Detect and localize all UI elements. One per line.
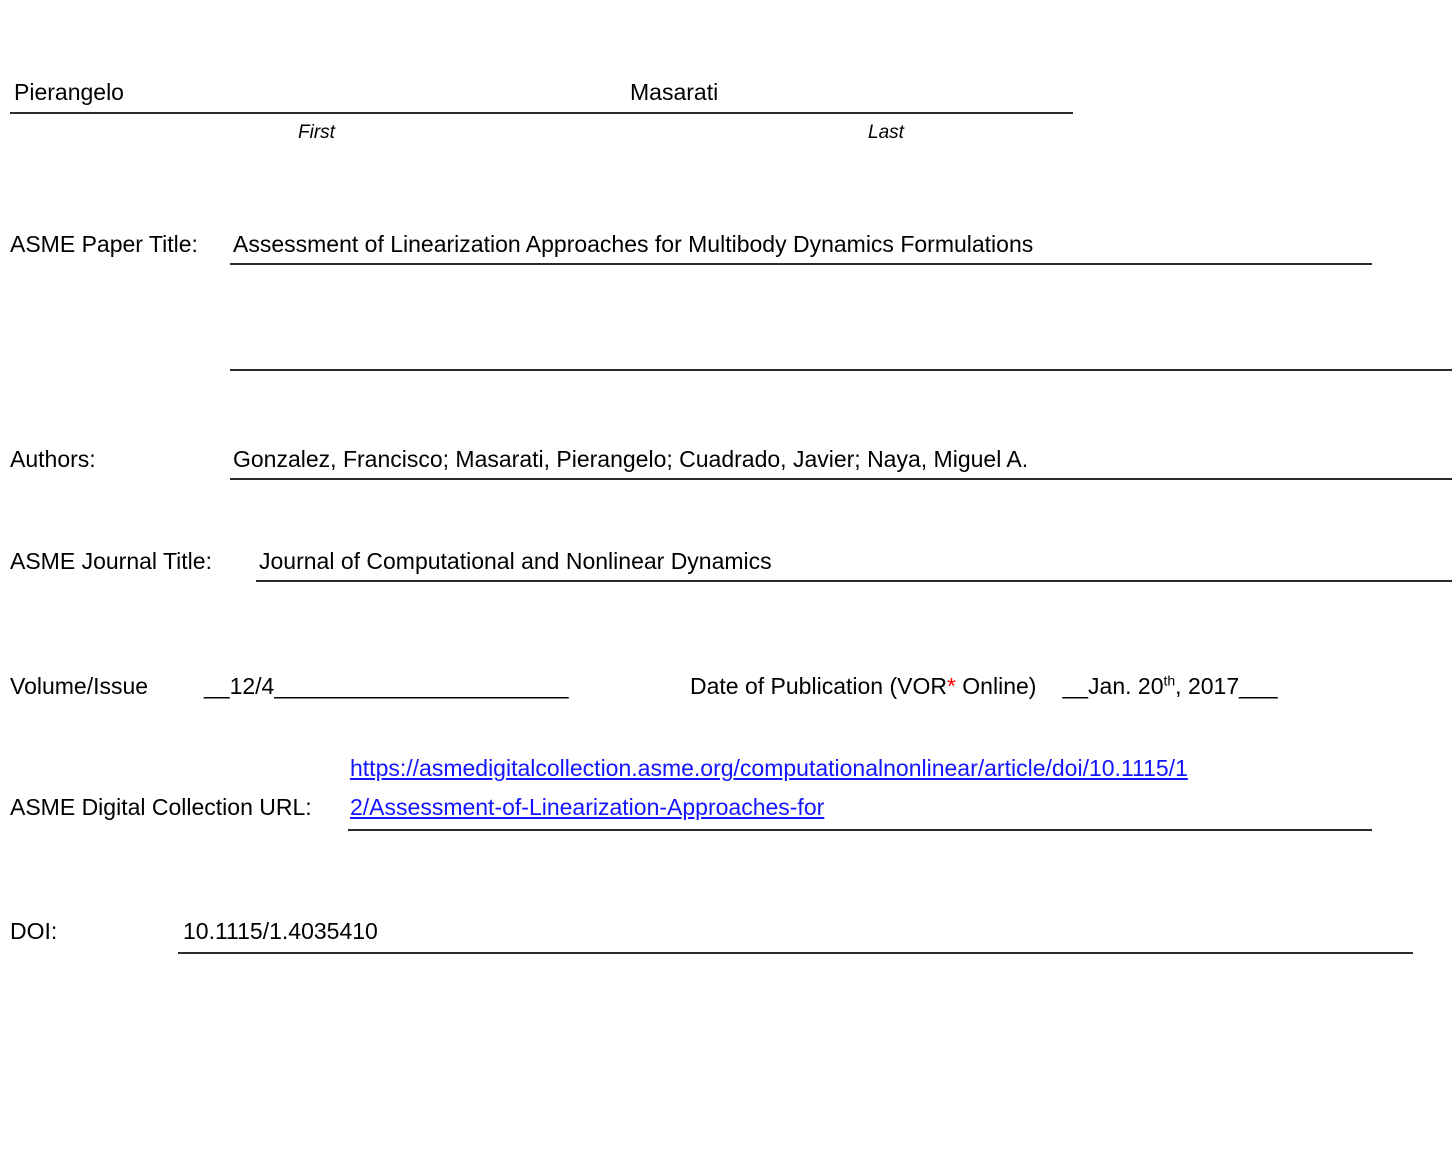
- journal-title-label: ASME Journal Title:: [10, 548, 212, 574]
- publication-date-value-prefix: __Jan. 20: [1062, 673, 1164, 699]
- digital-collection-url-line2-link[interactable]: 2/Assessment-of-Linearization-Approaches-for: [350, 794, 825, 820]
- publication-date-label-suffix: Online): [955, 673, 1037, 699]
- name-first-label: First: [298, 122, 335, 143]
- volume-issue-value: __12/4_______________________: [204, 673, 569, 699]
- volume-issue-label: Volume/Issue: [10, 673, 149, 699]
- publication-date-value-suffix: , 2017___: [1175, 673, 1278, 699]
- authors-label: Authors:: [10, 446, 96, 472]
- digital-collection-url-label: ASME Digital Collection URL:: [10, 794, 312, 820]
- journal-title-value: Journal of Computational and Nonlinear Dynamics: [259, 548, 772, 574]
- publication-date-label-prefix: Date of Publication (VOR: [690, 673, 947, 699]
- paper-title-continuation-underline: [230, 369, 1452, 371]
- authors-value: Gonzalez, Francisco; Masarati, Pierangelo; Cuadrado, Javier; Naya, Miguel A.: [233, 446, 1029, 472]
- name-last-label: Last: [868, 122, 904, 143]
- name-underline: [10, 112, 1073, 114]
- digital-collection-underline: [348, 829, 1372, 831]
- required-asterisk: *: [946, 673, 956, 699]
- publication-date-line: [690, 673, 1278, 700]
- digital-collection-url-line1-link[interactable]: https://asmedigitalcollection.asme.org/computationalnonlinear/article/doi/10.1115/1: [350, 755, 1188, 781]
- name-first-value: Pierangelo: [14, 79, 124, 105]
- name-last-value: Masarati: [630, 79, 719, 105]
- paper-title-underline: [230, 263, 1372, 265]
- publication-date-superscript: th: [1163, 672, 1176, 689]
- doi-label: DOI:: [10, 918, 58, 944]
- paper-title-label: ASME Paper Title:: [10, 231, 198, 257]
- journal-title-underline: [256, 580, 1452, 582]
- paper-title-value: Assessment of Linearization Approaches for Multibody Dynamics Formulations: [233, 231, 1034, 257]
- authors-underline: [230, 478, 1452, 480]
- doi-value: 10.1115/1.4035410: [183, 918, 378, 944]
- doi-underline: [178, 952, 1413, 954]
